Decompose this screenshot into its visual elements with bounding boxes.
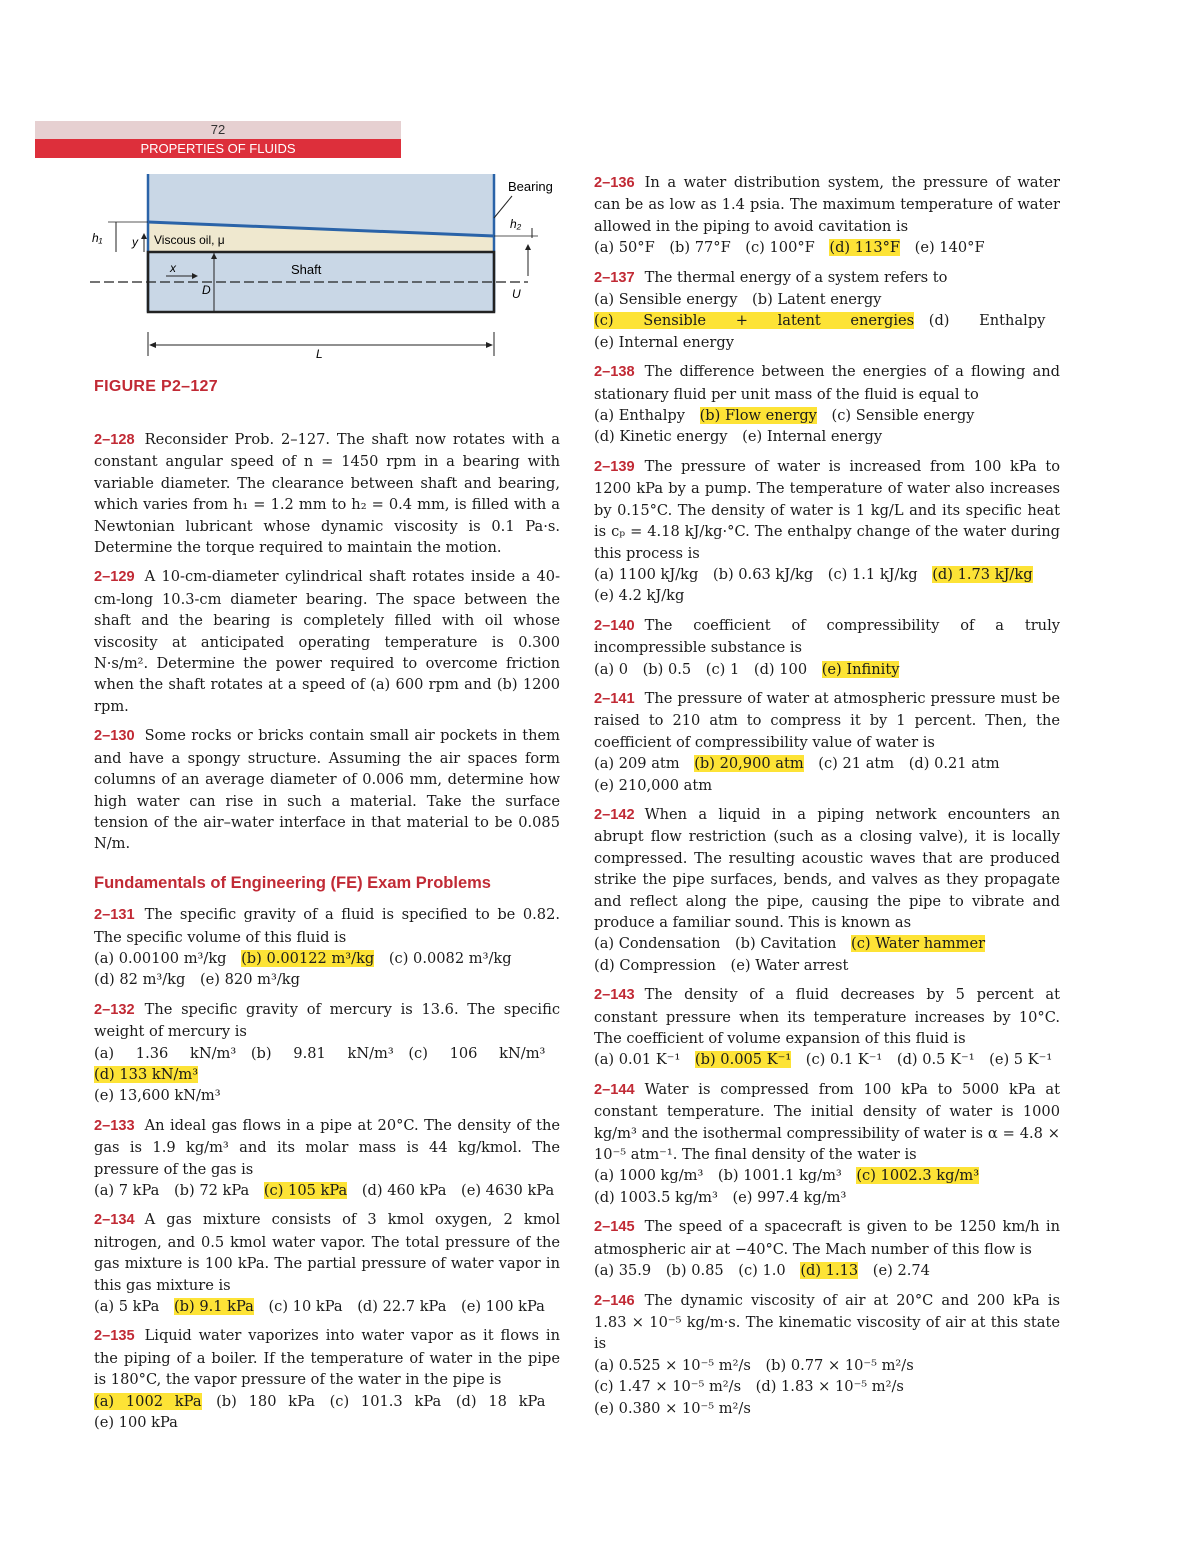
problem-text: When a liquid in a piping network encounters an abrupt flow restriction (such as a closing valve), it is locally compressed. The resulting acoustic waves that are produced strike the pipe surfaces, bends, and valves as they propagate and reflect along the pipe, causing the pipe to vibrate and produce a familiar sound. This is known as [594,805,1060,931]
problem [594,172,1060,259]
answer-options [94,1391,560,1434]
answer-option: (d) 82 m³/kg [94,971,186,989]
problem-text: In a water distribution system, the pressure of water can be as low as 1.4 psia. The maximum temperature of water allowed in the piping to avoid cavitation is [594,174,1060,235]
problem-text: The pressure of water at atmospheric pressure must be raised to 210 atm to compress it by 1 percent. Then, the coefficient of compressibility value of water is [594,689,1060,751]
answer-option: (a) 1000 kg/m³ [594,1167,704,1185]
figure-shaft-bearing [88,170,558,374]
answer-options [594,1398,1060,1419]
answer-option: (d) 100 [753,660,808,678]
length-arrowhead-right [486,342,493,348]
answer-option: (b) 0.77 × 10⁻⁵ m²/s [765,1356,914,1374]
answer-option: (a) Enthalpy [594,407,685,425]
problem-number: 2–133 [94,1117,135,1134]
answer-option: (d) Enthalpy [928,312,1046,330]
answer-options [594,1376,1060,1397]
answer-option: (e) 0.380 × 10⁻⁵ m²/s [594,1399,751,1417]
answer-options [94,948,560,969]
problem-text: The dynamic viscosity of air at 20°C and 200 kPa is 1.83 × 10⁻⁵ kg/m·s. The kinematic viscosity of air at this state is [594,1291,1060,1353]
answer-options [594,1260,1060,1281]
answer-option: (c) 21 atm [818,755,895,773]
problem-text: A gas mixture consists of 3 kmol oxygen, 2 kmol nitrogen, and 0.5 kmol water vapor. The total pressure of the gas mixture is 100 kPa. The partial pressure of water vapor in this gas mixture is [94,1211,560,1294]
answer-option: (b) 0.63 kJ/kg [712,565,814,583]
fe-problem-list [94,904,560,1433]
answer-option: (d) 1003.5 kg/m³ [594,1188,718,1206]
problem-text: The difference between the energies of a flowing and stationary fluid per unit mass of the fluid is equal to [594,363,1060,403]
answer-option: (e) 820 m³/kg [199,971,300,989]
answer-option: (b) Cavitation [734,935,837,953]
answer-option-highlighted: (d) 133 kN/m³ [94,1065,199,1083]
fe-problem-list [594,172,1060,1419]
answer-option: (d) 1.83 × 10⁻⁵ m²/s [755,1378,904,1396]
problem-statement [594,172,1060,237]
problem-text: The pressure of water is increased from 100 kPa to 1200 kPa by a pump. The temperature of water also increases by 0.15°C. The density of water is 1 kg/L and its specific heat is cₚ = 4.18 kJ/kg·°C. The enthalpy change of the water during this process is [594,457,1060,562]
problem [594,1079,1060,1208]
answer-option: (b) 9.81 kN/m³ [250,1044,394,1062]
answer-option-highlighted: (d) 1.13 [800,1262,859,1280]
problem-number: 2–139 [594,458,635,475]
answer-option: (d) 0.5 K⁻¹ [896,1051,975,1069]
answer-options [594,1187,1060,1208]
problem-text: The specific gravity of mercury is 13.6. The specific weight of mercury is [94,1000,560,1041]
problem-number: 2–136 [594,175,635,191]
answer-options [594,310,1060,353]
problem [94,999,560,1107]
answer-option: (e) Internal energy [742,428,883,446]
figure-caption: FIGURE P2–127 [94,378,218,395]
problem [94,725,560,854]
problem-number: 2–142 [594,806,635,823]
problem-number: 2–146 [594,1292,635,1309]
answer-option: (d) Compression [594,956,716,974]
answer-option: (c) 1.47 × 10⁻⁵ m²/s [594,1378,742,1396]
problem-text: The speed of a spacecraft is given to be 1250 km/h in atmospheric air at −40°C. The Mach number of this flow is [594,1218,1060,1258]
answer-option-highlighted: (b) Flow energy [699,407,817,425]
answer-option: (c) 106 kN/m³ [408,1044,546,1062]
answer-option: (c) 101.3 kPa [329,1392,442,1410]
answer-option-highlighted: (e) Infinity [821,660,900,678]
problem-number: 2–138 [594,364,635,381]
answer-options [594,753,1060,774]
problem [94,1115,560,1202]
answer-options [594,1049,1060,1070]
problem-number: 2–143 [594,987,635,1004]
problem-number: 2–131 [94,907,135,924]
problem-text: The thermal energy of a system refers to [644,268,948,286]
answer-option: (d) 22.7 kPa [357,1298,447,1316]
answer-option: (c) Sensible energy [831,407,975,425]
answer-option: (a) 35.9 [594,1262,652,1280]
problem-number: 2–144 [594,1081,635,1098]
answer-option-highlighted: (b) 0.005 K⁻¹ [694,1051,792,1069]
length-arrowhead-left [149,342,156,348]
bearing-leader [494,196,512,218]
problem [594,804,1060,976]
answer-options [594,1355,1060,1376]
answer-option: (d) 0.21 atm [908,755,1000,773]
problem-number: 2–145 [594,1219,635,1236]
answer-option-highlighted: (a) 1002 kPa [94,1392,202,1410]
answer-option: (a) 0 [594,660,629,678]
answer-option: (b) 0.85 [665,1262,724,1280]
problem-statement [94,904,560,948]
y-arrowhead [141,233,147,239]
answer-option: (a) 0.01 K⁻¹ [594,1051,681,1069]
answer-options [94,1296,560,1317]
answer-option: (e) 100 kPa [461,1298,545,1316]
answer-option: (a) 1100 kJ/kg [594,565,699,583]
answer-option-highlighted: (c) 105 kPa [263,1182,348,1199]
answer-option: (a) 5 kPa [94,1298,160,1316]
answer-option: (b) 77°F [669,239,731,257]
answer-option: (d) Kinetic energy [594,428,728,446]
answer-option: (a) 50°F [594,239,655,257]
answer-option: (b) 180 kPa [216,1392,315,1410]
page-number: 72 [35,121,401,139]
answer-option-highlighted: (c) Sensible + latent energies [594,312,915,330]
problem-number: 2–129 [94,569,135,586]
problem-text: The density of a fluid decreases by 5 percent at constant pressure when its temperature increases by 10°C. The coefficient of volume expansion of this fluid is [594,986,1060,1048]
answer-options [94,1085,560,1106]
problem-text: Some rocks or bricks contain small air pockets in them and have a spongy structure. Assuming the air spaces form columns of an average diameter of 0.006 mm, determine how high water can rise in such a material. Take the surface tension of the air–water interface in that material to be 0.085 N/m. [94,727,560,853]
problem-statement [594,615,1060,659]
problem-text: The coefficient of compressibility of a truly incompressible substance is [594,616,1060,657]
problem-statement [594,361,1060,405]
answer-option-highlighted: (b) 9.1 kPa [173,1298,254,1316]
problem-statement [94,429,560,558]
answer-option: (a) 1.36 kN/m³ [94,1044,237,1062]
problem [94,1325,560,1433]
answer-option-highlighted: (b) 20,900 atm [694,755,804,773]
answer-option: (a) 7 kPa [94,1182,160,1199]
answer-option: (c) 1.1 kJ/kg [827,565,918,583]
answer-option: (e) 5 K⁻¹ [989,1051,1053,1069]
problem [594,456,1060,607]
answer-option: (e) Internal energy [594,333,734,351]
problem [594,615,1060,680]
problem-list [94,429,560,855]
answer-options [594,289,1060,310]
problem-statement [94,1325,560,1390]
problem [594,688,1060,796]
problem [94,1209,560,1317]
problem-statement [594,267,1060,289]
velocity-arrowhead [525,244,531,250]
problem-statement [594,984,1060,1049]
problem-statement [594,1290,1060,1355]
answer-options [594,933,1060,954]
answer-options [594,955,1060,976]
problem-number: 2–135 [94,1328,135,1345]
label-U: U [512,287,521,301]
answer-option: (e) 210,000 atm [594,776,713,794]
label-oil: Viscous oil, μ [154,233,225,247]
label-y: y [132,235,138,249]
answer-options [594,659,1060,680]
problem-number: 2–134 [94,1212,135,1229]
left-column [94,429,560,1441]
answer-option: (e) 997.4 kg/m³ [732,1188,847,1206]
label-bearing: Bearing [508,179,553,194]
answer-option: (a) Condensation [594,935,721,953]
problem-statement [94,1115,560,1180]
problem-statement [94,566,560,717]
answer-option: (b) 0.5 [642,660,692,678]
problem-statement [594,1079,1060,1166]
problem [94,566,560,717]
answer-option: (b) Latent energy [752,291,882,309]
problem-text: Water is compressed from 100 kPa to 5000 kPa at constant temperature. The initial density of water is 1000 kg/m³ and the isothermal compressibility of water is α = 4.8 × 10⁻⁵ atm⁻¹. The final density of the water is [594,1080,1060,1164]
answer-option: (e) 140°F [914,239,985,257]
answer-options [94,969,560,990]
answer-option: (a) 0.525 × 10⁻⁵ m²/s [594,1356,751,1374]
answer-option: (e) 2.74 [872,1262,930,1280]
answer-option: (c) 10 kPa [268,1298,343,1316]
problem [94,904,560,991]
label-shaft: Shaft [291,262,322,277]
answer-option: (a) Sensible energy [594,291,738,309]
problem-statement [94,725,560,854]
problem-text: The specific gravity of a fluid is specified to be 0.82. The specific volume of this fluid is [94,906,560,946]
problem-statement [94,1209,560,1296]
answer-option: (e) 100 kPa [94,1414,178,1432]
problem-number: 2–128 [94,432,135,448]
problem-number: 2–130 [94,728,135,745]
problem-statement [594,688,1060,753]
answer-option: (e) 4630 kPa [461,1182,555,1199]
answer-option: (e) Water arrest [730,956,849,974]
problem-text: A 10-cm-diameter cylindrical shaft rotates inside a 40-cm-long 10.3-cm diameter bearing. The space between the shaft and the bearing is completely filled with oil whose viscosity at anticipated operating temperature is 0.300 N·s/m². Determine the power required to overcome friction when the shaft rotates at a speed of (a) 600 rpm and (b) 1200 rpm. [94,568,560,715]
answer-options [594,775,1060,796]
label-h1: h₁ [92,231,103,245]
answer-options [594,237,1060,258]
problem [594,984,1060,1071]
answer-option-highlighted: (c) Water hammer [851,935,986,953]
problem-statement [594,456,1060,564]
answer-option: (b) 1001.1 kg/m³ [717,1167,842,1185]
problem [94,429,560,558]
label-x: x [170,261,176,275]
answer-option-highlighted: (d) 1.73 kJ/kg [932,565,1033,583]
answer-options [594,405,1060,426]
answer-option: (c) 1.0 [738,1262,786,1280]
answer-option-highlighted: (d) 113°F [829,239,901,257]
problem-text: Reconsider Prob. 2–127. The shaft now rotates with a constant angular speed of n = 1450 rpm in a bearing with variable diameter. The clearance between shaft and bearing, which varies from h₁ = 1.2 mm to h₂ = 0.4 mm, is filled with a Newtonian lubricant whose dynamic viscosity is 0.1 Pa·s. Determine the torque required to maintain the motion. [94,431,560,557]
problem [594,267,1060,354]
problem-text: Liquid water vaporizes into water vapor as it flows in the piping of a boiler. If the temperature of water in the pipe is 180°C, the vapor pressure of the water in the pipe is [94,1327,560,1389]
answer-option: (a) 209 atm [594,755,680,773]
label-D: D [202,283,211,297]
problem [594,1216,1060,1281]
answer-options [594,564,1060,585]
answer-option: (c) 0.0082 m³/kg [388,949,512,967]
answer-option: (c) 0.1 K⁻¹ [805,1051,883,1069]
answer-option: (b) 72 kPa [173,1182,250,1199]
problem-number: 2–140 [594,617,635,634]
problem-text: An ideal gas flows in a pipe at 20°C. The density of the gas is 1.9 kg/m³ and its molar mass is 44 kg/kmol. The pressure of the gas is [94,1116,560,1178]
answer-options [594,426,1060,447]
answer-option: (c) 100°F [745,239,815,257]
problem [594,361,1060,448]
answer-option: (a) 0.00100 m³/kg [94,949,227,967]
problem-statement [94,999,560,1043]
problem-statement [594,1216,1060,1260]
answer-option: (d) 460 kPa [361,1182,447,1199]
section-heading: Fundamentals of Engineering (FE) Exam Problems [94,873,491,892]
right-column [594,172,1060,1427]
answer-option-highlighted: (b) 0.00122 m³/kg [241,949,375,967]
problem-number: 2–132 [94,1001,135,1018]
answer-option: (c) 1 [705,660,740,678]
answer-options [594,585,1060,606]
problem [594,1290,1060,1419]
chapter-title: PROPERTIES OF FLUIDS [35,139,401,158]
answer-options [94,1180,560,1201]
problem-number: 2–141 [594,690,635,707]
answer-option: (e) 13,600 kN/m³ [94,1087,221,1105]
label-L: L [316,347,323,361]
answer-options [594,1165,1060,1186]
answer-option: (d) 18 kPa [455,1392,546,1410]
problem-number: 2–137 [594,269,635,286]
problem-statement [594,804,1060,933]
label-h2: h₂ [510,217,522,231]
figure-diagram [88,170,558,370]
answer-option-highlighted: (c) 1002.3 kg/m³ [856,1167,980,1185]
answer-options [94,1043,560,1086]
answer-option: (e) 4.2 kJ/kg [594,587,685,605]
